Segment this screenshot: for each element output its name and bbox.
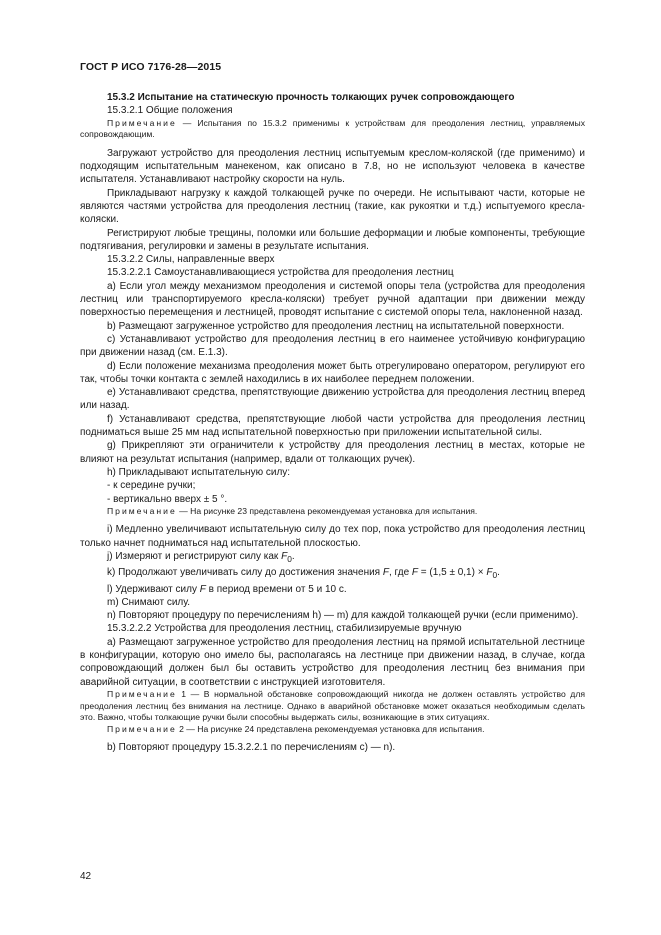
list-item <box>80 550 585 566</box>
list-item <box>80 566 585 582</box>
list-item: b) Повторяют процедуру 15.3.2.2.1 по перечислениям c) — n). <box>107 742 396 754</box>
subscript: 0 <box>287 553 292 564</box>
text: j) Измеряют и регистрируют силу как <box>107 550 282 562</box>
list-item: b) Размещают загруженное устройство для преодоления лестниц на испытательной поверхности. <box>107 320 565 332</box>
subsection-heading: 15.3.2.1 Общие положения <box>107 105 233 117</box>
symbol: F <box>199 583 206 595</box>
list-item: c) Устанавливают устройство для преодоления лестниц в его наименее устойчивую конфигурацию при движении назад (см. Е.1.3). <box>80 333 585 359</box>
document-body <box>80 91 585 755</box>
list-item: f) Устанавливают средства, препятствующие любой части устройства для преодоления лестниц подниматься выше 25 мм над испытательной поверхностью при приложении испытательной силы. <box>80 413 585 439</box>
list-item: d) Если положение механизма преодоления может быть отрегулировано оператором, регулируют его так, чтобы точки контакта с землей находились в их наиболее переднем положении. <box>80 360 585 385</box>
paragraph: Загружают устройство для преодоления лестниц испытуемым креслом-коляской (где применимо) и подходящим испытательным манекеном, как описано в 7.8, но не используют человека в качестве испытателя. Устанавливают настройку скорости на нуль. <box>80 147 585 186</box>
symbol: F <box>411 567 419 579</box>
note <box>80 689 585 724</box>
list-item: m) Снимают силу. <box>107 596 191 608</box>
subsection-heading: 15.3.2.2 Силы, направленные вверх <box>107 254 275 266</box>
note-label: Примечание <box>107 688 177 699</box>
list-item: a) Размещают загруженное устройство для преодоления лестниц на прямой испытательной лестнице в конфигурации, которую оно имело бы, располагаясь на лестнице при движении назад, в случае, когда сопровождающий должен был бы оставить устройство для преодоления лестниц без внимания при аварийной ситуации, в соответствии с инструкцией изготовителя. <box>80 636 585 688</box>
note <box>80 506 585 518</box>
note-label: Примечание <box>107 723 177 734</box>
list-subitem: - к середине ручки; <box>107 480 196 492</box>
text: . <box>497 567 500 579</box>
note <box>80 724 585 736</box>
list-item: a) Если угол между механизмом преодоления и системой опоры тела (устройства для преодоления лестниц или транспортируемого кресла-коляски) требует ручной адаптации при движении между поверхностью перемещения и лестницей, проводят испытание с системой опоры тела, наклоненной назад. <box>80 280 585 319</box>
symbol: F <box>486 567 493 579</box>
note-text: 1 — В нормальной обстановке сопровождающий никогда не должен оставлять устройство для преодоления лестниц без внимания на лестнице. Однако в аварийной обстановке может оказаться необходимым сделать это. Важно, чтобы толкающие ручки были способны выдержать силы, возникающие в этих ситуациях. <box>80 688 585 723</box>
list-item: h) Прикладывают испытательную силу: <box>107 466 291 478</box>
note-text: — Испытания по 15.3.2 применимы к устройствам для преодоления лестниц, управляемых сопровождающим. <box>80 117 585 140</box>
note-label: Примечание <box>107 117 177 128</box>
text: в период времени от 5 и 10 с. <box>205 583 347 595</box>
list-item: n) Повторяют процедуру по перечислениям h) — m) для каждой толкающей ручки (если применимо). <box>107 610 579 622</box>
section-heading: 15.3.2 Испытание на статическую прочность толкающих ручек сопровождающего <box>107 92 515 103</box>
subsection-heading: 15.3.2.2.2 Устройства для преодоления лестниц, стабилизируемые вручную <box>107 623 462 635</box>
text: k) Продолжают увеличивать силу до достижения значения <box>107 567 383 579</box>
symbol: F <box>382 567 389 579</box>
paragraph: Прикладывают нагрузку к каждой толкающей ручке по очереди. Не испытывают части, которые не являются частями устройства для преодоления лестниц (такие, как рукоятки и т.д.) испытуемого кресла-коляски. <box>80 187 585 226</box>
note-text: — На рисунке 23 представлена рекомендуемая установка для испытания. <box>176 505 478 516</box>
list-item: g) Прикрепляют эти ограничители к устройству для преодоления лестниц в местах, которые не влияют на результат испытания (например, вдали от толкающих ручек). <box>80 440 585 465</box>
list-item <box>80 583 585 596</box>
note-label: Примечание <box>107 505 177 516</box>
subsection-heading: 15.3.2.2.1 Самоустанавливающиеся устройства для преодоления лестниц <box>107 267 454 279</box>
text: l) Удерживают силу <box>107 583 200 595</box>
text: = (1,5 ± 0,1) × <box>418 567 487 579</box>
symbol: F <box>281 550 288 562</box>
list-subitem: - вертикально вверх ± 5 °. <box>107 493 228 505</box>
paragraph: Регистрируют любые трещины, поломки или большие деформации и любые компоненты, требующие подтягивания, регулировки и замены в результате испытания. <box>80 227 585 252</box>
note-text: 2 — На рисунке 24 представлена рекомендуемая установка для испытания. <box>176 723 485 734</box>
list-item: e) Устанавливают средства, препятствующие движению устройства для преодоления лестниц вперед или назад. <box>80 387 585 412</box>
page-number: 42 <box>80 871 92 882</box>
subscript: 0 <box>492 570 498 581</box>
text: , где <box>388 567 412 579</box>
note <box>80 118 585 141</box>
text: . <box>291 550 295 562</box>
list-item: i) Медленно увеличивают испытательную силу до тех пор, пока устройство для преодоления лестниц только начнет подниматься над испытательной плоскостью. <box>80 524 585 549</box>
document-header: ГОСТ Р ИСО 7176-28—2015 <box>80 61 222 73</box>
